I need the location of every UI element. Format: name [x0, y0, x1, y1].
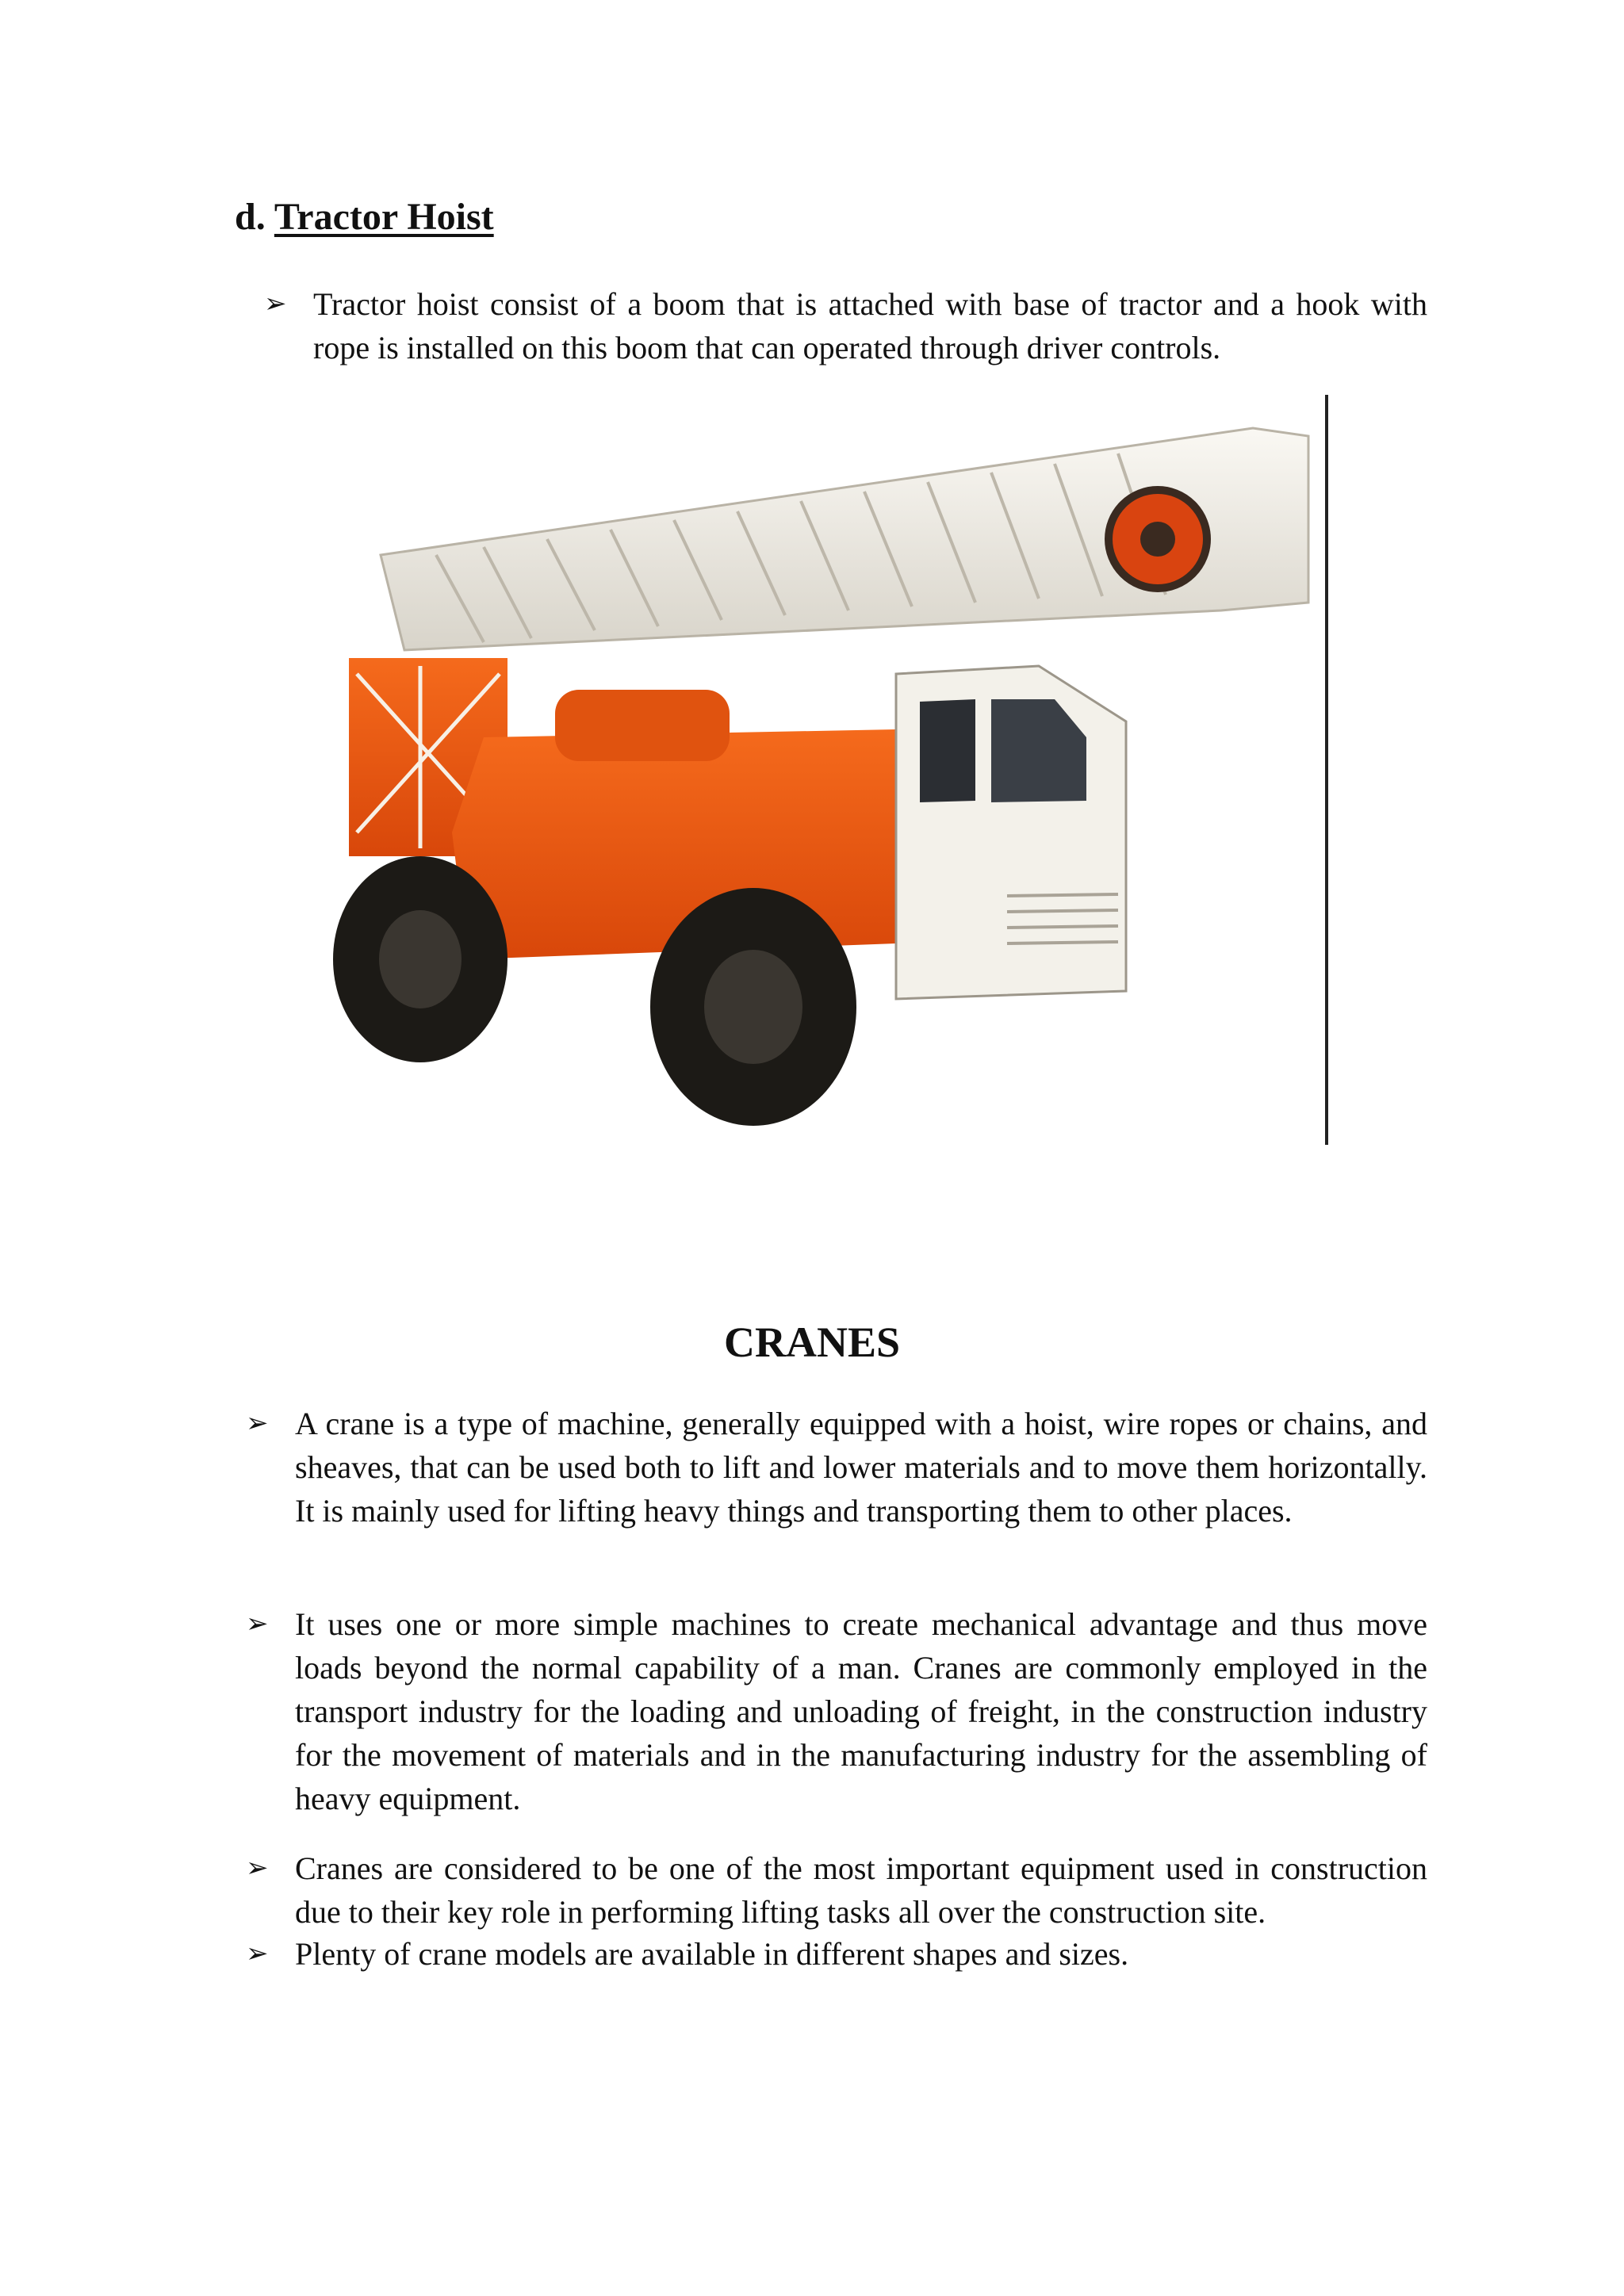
- vertical-rule: [1325, 395, 1328, 1145]
- bullet-text: Cranes are considered to be one of the most important equipment used in construction due to their key role in performing lifting tasks all over the construction site.: [295, 1850, 1427, 1930]
- section-letter: d.: [235, 196, 266, 238]
- arrow-bullet-icon: ➢: [246, 1852, 269, 1884]
- cranes-title: CRANES: [723, 1318, 901, 1366]
- cranes-bullet-1: [246, 1402, 1427, 1533]
- bullet-text: Plenty of crane models are available in different shapes and sizes.: [295, 1936, 1129, 1972]
- bullet-text: It uses one or more simple machines to create mechanical advantage and thus move loads beyond the normal capability of a man. Cranes are commonly employed in the transport industry for the loading and unloading of freight, in the construction industry for the movement of materials and in the manufacturing industry for the assembling of heavy equipment.: [295, 1606, 1427, 1816]
- cranes-bullet-3: [246, 1846, 1427, 1934]
- tractor-hoist-image: [293, 388, 1324, 1150]
- arrow-bullet-icon: ➢: [246, 1608, 269, 1640]
- arrow-bullet-icon: ➢: [264, 288, 287, 320]
- arrow-bullet-icon: ➢: [246, 1407, 269, 1439]
- cranes-bullet-2: [246, 1602, 1427, 1820]
- bullet-text: A crane is a type of machine, generally equipped with a hoist, wire ropes or chains, and sheaves, that can be used both to lift and lower materials and to move them horizontally. It is mainly used for lifting heavy things and transporting them to other places.: [295, 1406, 1427, 1529]
- tractor-hoist-bullet: [264, 282, 1427, 369]
- cranes-bullet-4: [246, 1932, 1427, 1976]
- bullet-text: Tractor hoist consist of a boom that is attached with base of tractor and a hook with rope is installed on this boom that can operated through driver controls.: [313, 286, 1427, 365]
- section-title: Tractor Hoist: [274, 196, 494, 238]
- arrow-bullet-icon: ➢: [246, 1938, 269, 1969]
- section-heading: [235, 193, 494, 241]
